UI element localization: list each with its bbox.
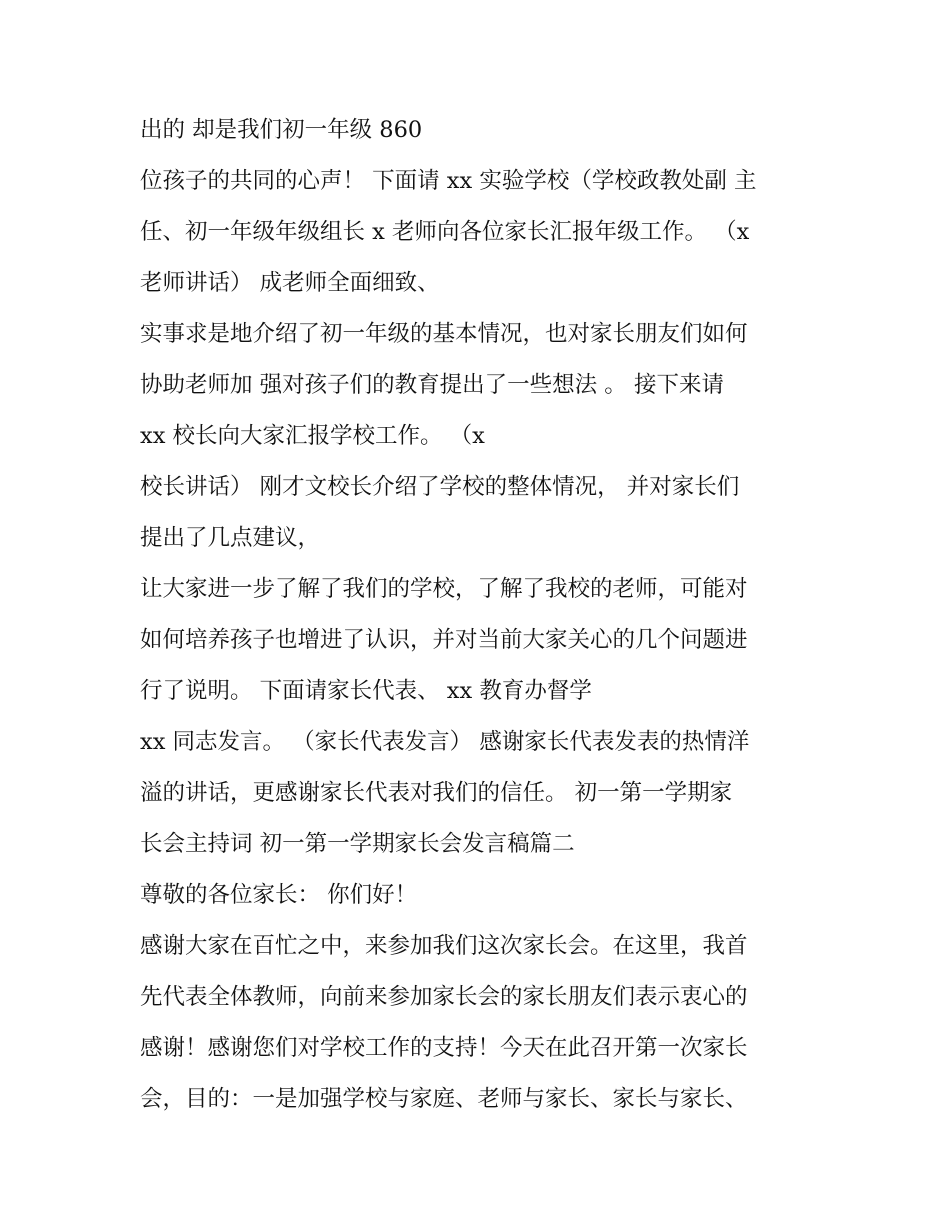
text-line: xx 同志发言。 （家长代表发言） 感谢家长代表发表的热情洋 <box>140 729 750 755</box>
text-line: 任、初一年级年级组长 x 老师向各位家长汇报年级工作。 （x <box>140 219 750 245</box>
text-line: 老师讲话） 成老师全面细致、 <box>140 270 440 296</box>
text-line: 实事求是地介绍了初一年级的基本情况，也对家长朋友们如何 <box>140 321 748 347</box>
text-line: 协助老师加 强对孩子们的教育提出了一些想法 。 接下来请 <box>140 372 724 398</box>
text-line: 提出了几点建议， <box>140 525 321 551</box>
text-line: 长会主持词 初一第一学期家长会发言稿篇二 <box>140 831 575 857</box>
text-line: 行了说明。 下面请家长代表、 xx 教育办督学 <box>140 678 592 704</box>
text-line: 感谢！感谢您们对学校工作的支持！今天在此召开第一次家长 <box>140 1035 748 1061</box>
text-line: 位孩子的共同的心声！ 下面请 xx 实验学校（学校政教处副 主 <box>140 168 757 194</box>
text-line: 会，目的：一是加强学校与家庭、老师与家长、家长与家长、 <box>140 1086 748 1112</box>
text-line: xx 校长向大家汇报学校工作。 （x <box>140 423 485 449</box>
text-line: 如何培养孩子也增进了认识，并对当前大家关心的几个问题进 <box>140 627 748 653</box>
text-line: 出的 却是我们初一年级 860 <box>140 117 423 143</box>
text-line: 尊敬的各位家长： 你们好！ <box>140 882 418 908</box>
document-body <box>140 112 840 1132</box>
text-line: 校长讲话） 刚才文校长介绍了学校的整体情况， 并对家长们 <box>140 474 740 500</box>
text-line: 先代表全体教师，向前来参加家长会的家长朋友们表示衷心的 <box>140 984 748 1010</box>
text-line: 感谢大家在百忙之中，来参加我们这次家长会。在这里，我首 <box>140 933 748 959</box>
text-line: 让大家进一步了解了我们的学校，了解了我校的老师，可能对 <box>140 576 748 602</box>
text-line: 溢的讲话，更感谢家长代表对我们的信任。 初一第一学期家 <box>140 780 733 806</box>
